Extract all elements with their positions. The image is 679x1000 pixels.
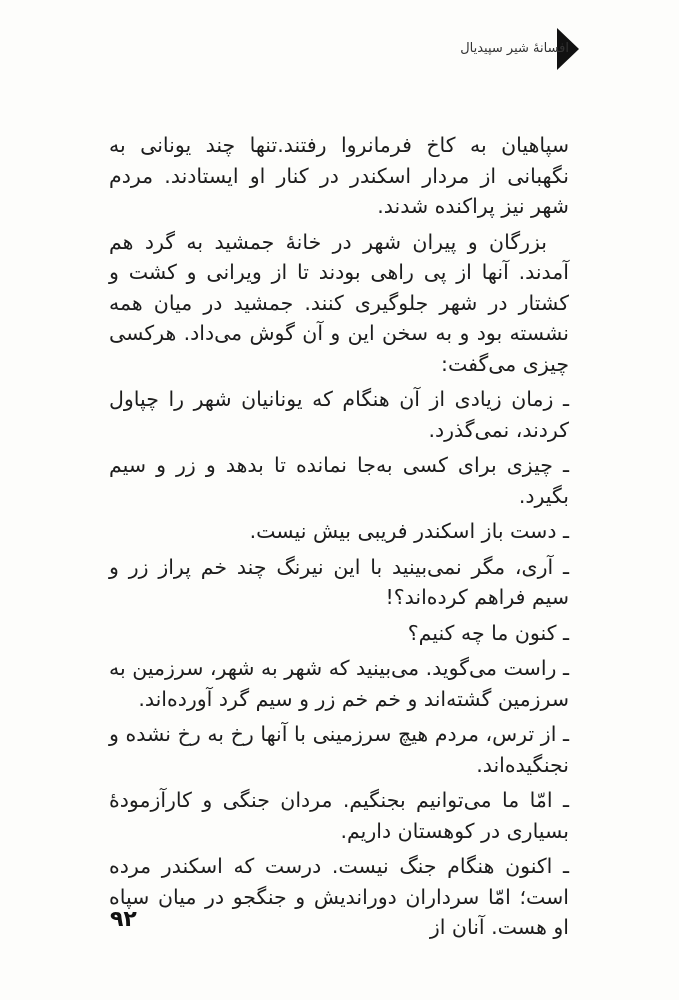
dialogue-line: ـ کنون ما چه کنیم؟ xyxy=(407,620,569,645)
paragraph: سپاهیان به کاخ فرمانروا رفتند.تنها چند یونانی به نگهبانی از مردار اسکندر در کنار او ایستادند. مردم شهر نیز پراکنده شدند. xyxy=(109,133,569,218)
dialogue-line: ـ راست می‌گوید. می‌بینید که شهر به شهر، سرزمین به سرزمین گشته‌اند و خم خم زر و سیم گرد آورده‌اند. xyxy=(109,656,569,711)
paragraph: بزرگان و پیران شهر در خانهٔ جمشید به گرد هم آمدند. آنها از پی راهی بودند تا از ویرانی و کشت و کشتار در شهر جلوگیری کنند. جمشید در میان همه نشسته بود و به سخن این و آن گوش می‌داد. هرکسی چیزی می‌گفت: xyxy=(109,229,569,376)
dialogue-line: ـ از ترس، مردم هیچ سرزمینی با آنها رخ به رخ نشده و نجنگیده‌اند. xyxy=(109,722,569,777)
page-header xyxy=(40,28,569,68)
running-title: افسانهٔ شیر سپیدیال xyxy=(460,40,569,56)
dialogue-line: ـ زمان زیادی از آن هنگام که یونانیان شهر را چپاول کردند، نمی‌گذرد. xyxy=(109,387,569,442)
dialogue-line: ـ امّا ما می‌توانیم بجنگیم. مردان جنگی و کارآزمودهٔ بسیاری در کوهستان داریم. xyxy=(109,788,569,843)
dialogue-line: ـ آری، مگر نمی‌بینید با این نیرنگ چند خم پراز زر و سیم فراهم کرده‌اند؟! xyxy=(109,554,569,609)
dialogue-line: ـ اکنون هنگام جنگ نیست. درست که اسکندر مرده است؛ امّا سرداران دوراندیش و جنگجو در میان سپاه او هست. آنان از xyxy=(109,854,569,939)
page-number: ۹۲ xyxy=(110,907,137,932)
dialogue-line: ـ دست باز اسکندر فریبی بیش نیست. xyxy=(249,519,569,543)
dialogue-line: ـ چیزی برای کسی به‌جا نمانده تا بدهد و زر و سیم بگیرد. xyxy=(109,453,569,508)
body-text xyxy=(109,130,569,948)
